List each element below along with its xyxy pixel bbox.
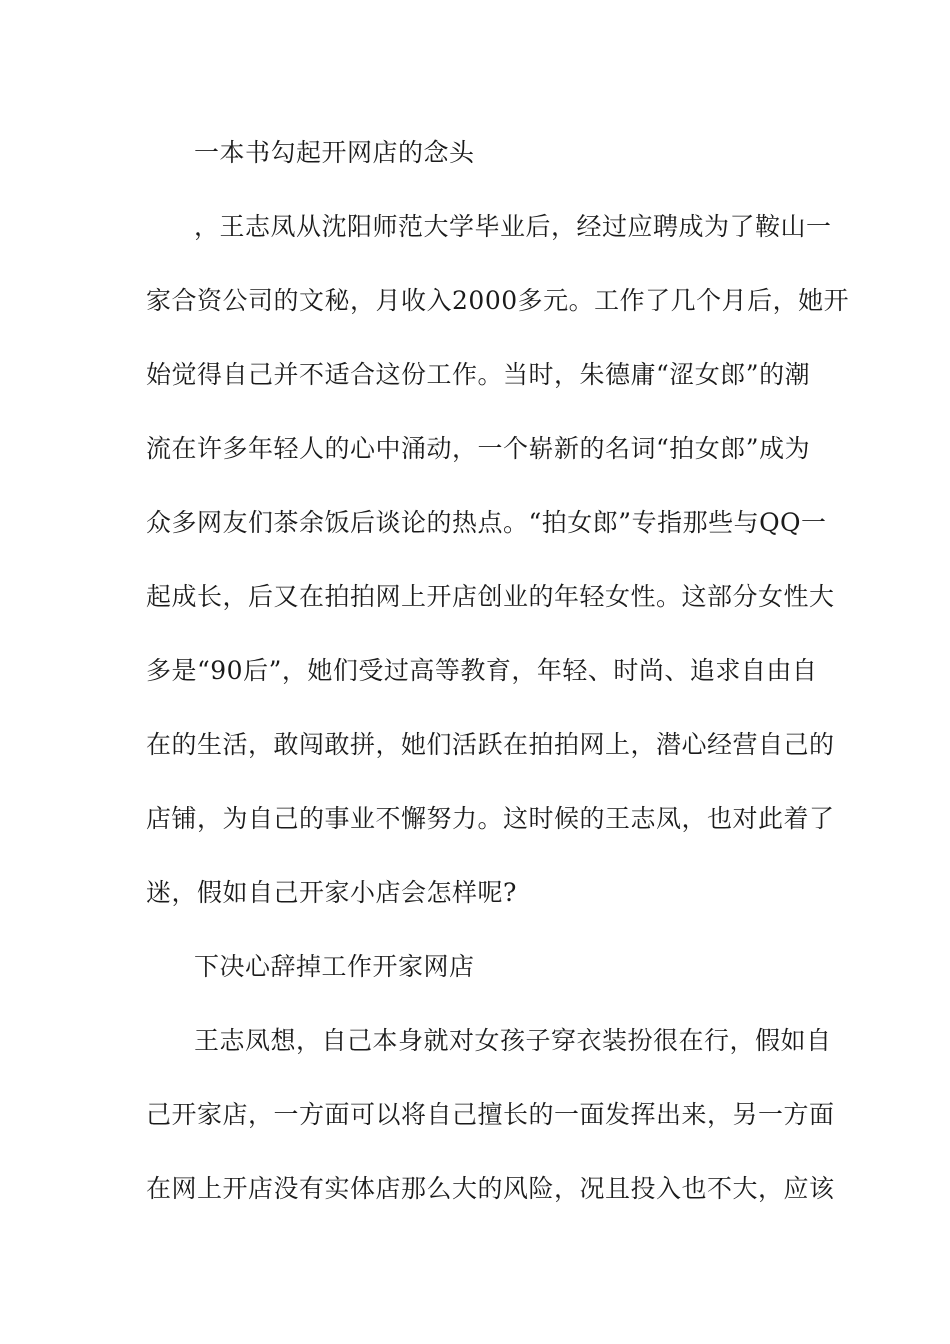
paragraph-line: 在网上开店没有实体店那么大的风险，况且投入也不大，应该 (146, 1174, 835, 1203)
paragraph-line: 始觉得自己并不适合这份工作。当时，朱德庸“涩女郎”的潮 (146, 360, 811, 389)
paragraph-line: 起成长，后又在拍拍网上开店创业的年轻女性。这部分女性大 (146, 582, 835, 611)
paragraph-line: 己开家店，一方面可以将自己擅长的一面发挥出来，另一方面 (146, 1100, 835, 1129)
paragraph-line: 店铺，为自己的事业不懈努力。这时候的王志凤，也对此着了 (146, 804, 835, 833)
paragraph-line: 众多网友们茶余饭后谈论的热点。“拍女郎”专指那些与QQ一 (146, 508, 827, 537)
paragraph-line: ，王志凤从沈阳师范大学毕业后，经过应聘成为了鞍山一 (194, 212, 832, 241)
paragraph-line: 多是“90后”，她们受过高等教育，年轻、时尚、追求自由自 (146, 656, 818, 685)
paragraph-line: 迷，假如自己开家小店会怎样呢? (146, 878, 517, 907)
section-heading-2: 下决心辞掉工作开家网店 (194, 952, 475, 981)
paragraph-line: 在的生活，敢闯敢拼，她们活跃在拍拍网上，潜心经营自己的 (146, 730, 835, 759)
paragraph-line: 流在许多年轻人的心中涌动，一个崭新的名词“拍女郎”成为 (146, 434, 811, 463)
paragraph-line: 家合资公司的文秘，月收入2000多元。工作了几个月后，她开 (146, 286, 850, 315)
paragraph-line: 王志凤想，自己本身就对女孩子穿衣装扮很在行，假如自 (194, 1026, 832, 1055)
section-heading-1: 一本书勾起开网店的念头 (194, 138, 475, 167)
